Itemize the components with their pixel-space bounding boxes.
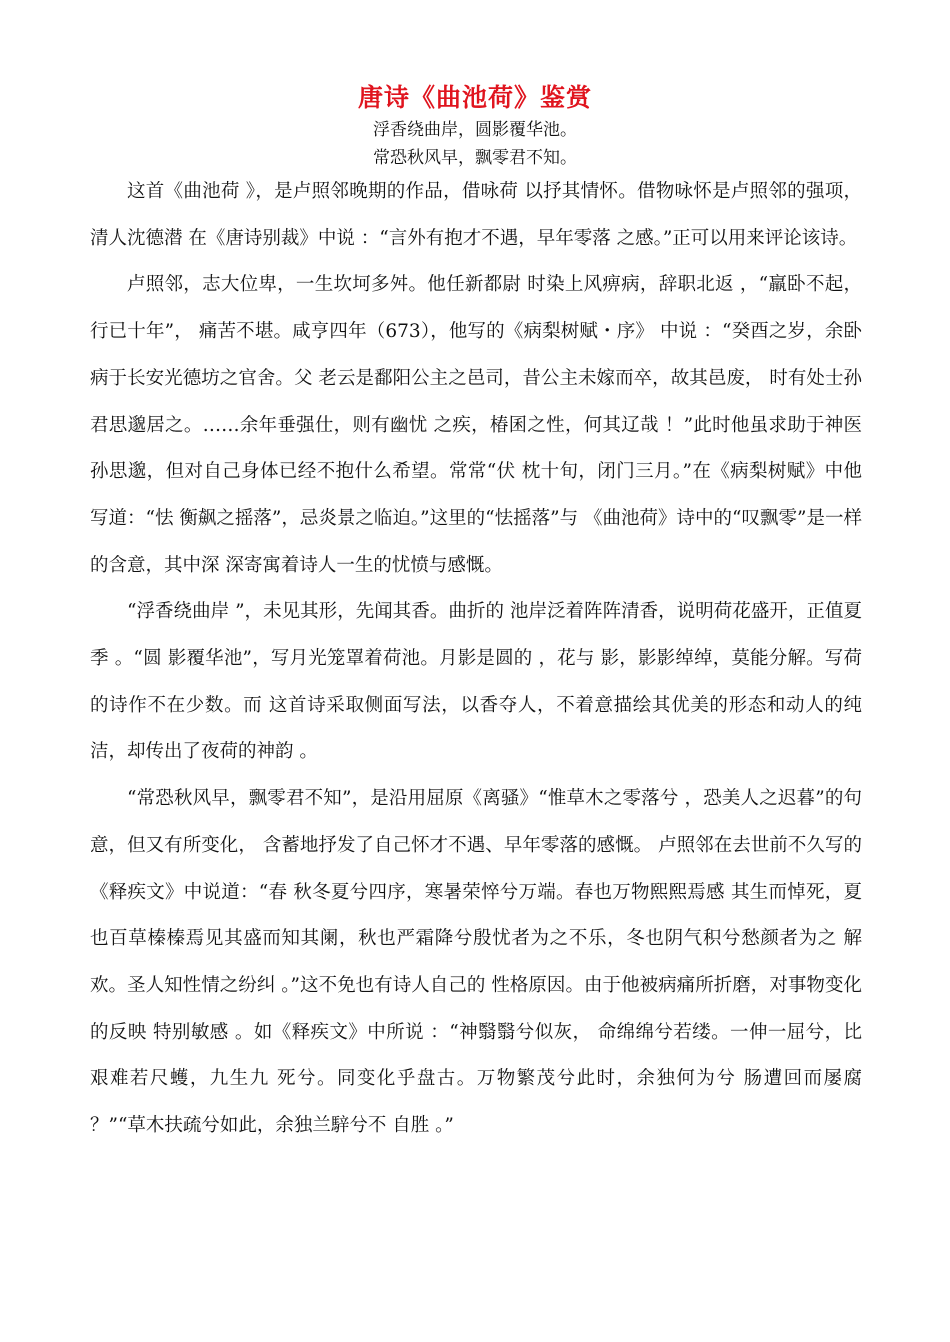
poem-line-2: 常恐秋风早，飘零君不知。 [373,148,577,168]
document-title: 唐诗《曲池荷》鉴赏 [357,83,592,112]
paragraph: 这首《曲池荷 》，是卢照邻晚期的作品，借咏荷 以抒其情怀。借物咏怀是卢照邻的强项，清人沈德潜 在《唐诗别裁》中说 ：“言外有抱才不遇，早年零落 之感。”正可以用来评论该诗。 [90,181,862,249]
paragraph: “浮香绕曲岸 ”，未见其形，先闻其香。曲折的 池岸泛着阵阵清香，说明荷花盛开，正值夏季 。“圆 影覆华池”，写月光笼罩着荷池。月影是圆的 ，花与 影，影影绰绰，莫能分解。写荷的诗作不在少数。而 这首诗采取侧面写法，以香夺人，不着意描绘其优美的形态和动人的纯洁，却传出了夜荷的神韵 。 [90,601,862,763]
paragraph: 卢照邻，志大位卑，一生坎坷多舛。他任新都尉 时染上风痹病，辞职北返 ，“羸卧不起，行已十年”， 痛苦不堪。咸亨四年（673），他写的《病梨树赋・序》 中说 ：“癸酉之岁，余卧病于长安光德坊之官舍。父 老云是鄱阳公主之邑司，昔公主未嫁而卒，故其邑废， 时有处士孙君思邈居之。……余年垂强仕，则有幽忧 之疾，椿囷之性，何其辽哉 ！”此时他虽求助于神医 孙思邈，但对自己身体已经不抱什么希望。常常“伏 枕十旬，闭门三月。”在《病梨树赋》中他写道：“怯 衡飙之摇落”，忌炎景之临迫。”这里的“怯摇落”与 《曲池荷》诗中的“叹飘零”是一样的含意，其中深 深寄寓着诗人一生的忧愤与感慨。 [90,274,862,576]
article-body [90,169,862,1150]
poem-line-1: 浮香绕曲岸，圆影覆华池。 [373,120,577,140]
paragraph: “常恐秋风早，飘零君不知”，是沿用屈原《离骚》“惟草木之零落兮 ，恐美人之迟暮”的句意，但又有所变化， 含蓄地抒发了自己怀才不遇、早年零落的感慨。 卢照邻在去世前不久写的《释疾文》中说道：“春 秋冬夏兮四序，寒暑荣悴兮万端。春也万物熙熙焉感 其生而悼死，夏也百草榛榛焉见其盛而知其阑，秋也严霜降兮殷忧者为之不乐，冬也阴气积兮愁颜者为之 解欢。圣人知性情之纷纠 。”这不免也有诗人自己的 性格原因。由于他被病痛所折磨，对事物变化的反映 特别敏感 。如《释疾文》中所说 ：“神翳翳兮似灰， 命绵绵兮若缕。一伸一屈兮，比艰难若尺蠖，九生九 死兮。同变化乎盘古。万物繁茂兮此时，余独何为兮 肠遭回而屡腐 ？”“草木扶疏兮如此，余独兰騂兮不 自胜 。” [90,788,862,1137]
